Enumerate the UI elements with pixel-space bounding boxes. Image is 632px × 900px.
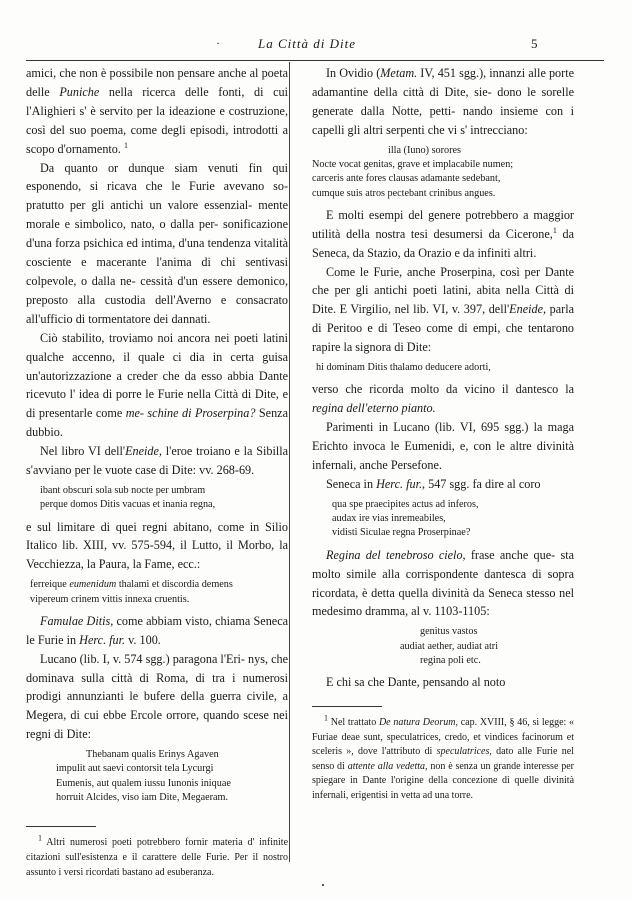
footnote-rule bbox=[26, 826, 96, 827]
paragraph: Parimenti in Lucano (lib. VI, 695 sgg.) la maga Erichto invoca le Eumenidi, e, con le altre divinità infernali, anche Persefone. bbox=[312, 420, 575, 472]
footnote-ref: 1 bbox=[123, 140, 128, 150]
header-marker: · bbox=[216, 36, 220, 50]
verse-quote: ferreique eumenidum thalami et discordia demens vipereum crinem vittis innexa cruentis. bbox=[30, 579, 233, 605]
paragraph: E molti esempi del genere potrebbero a maggior utilità della nostra tesi desumersi da Cicerone,$^1$ da Seneca, da Stazio, da Orazio e da infiniti altri. bbox=[312, 207, 575, 260]
verse-quote: ibant obscuri sola sub nocte per umbram perque domos Ditis vacuas et inania regna, bbox=[40, 484, 216, 511]
left-column bbox=[26, 64, 288, 880]
paragraph: In Ovidio (Metam. IV, 451 sgg.), innanzi alle porte adamantine della città di Dite, sie- dono le sorelle generate dalla Notte, petti- nando insieme con i capelli gli altri serpenti che vi s' intrecciano: bbox=[312, 66, 574, 137]
paragraph: verso che ricorda molto da vicino il dantesco la regina dell'eterno pianto. bbox=[312, 382, 575, 416]
paragraph: Nel libro VI dell'Eneide, l'eroe troiano e la Sibilla s'avviano per le vuote case di Dite: vv. 268-69. bbox=[26, 444, 289, 478]
running-header bbox=[0, 36, 632, 56]
paragraph: Come le Furie, anche Proserpina, così per Dante che per gli antichi poeti latini, abita nella Città di Dite. E Virgilio, nel lib. VI, v. 397, dell'Eneide, parla di Peritoo e di Teseo come di empi, che tentarono rapire la signora di Dite: bbox=[312, 264, 575, 355]
column-divider bbox=[289, 62, 290, 862]
verse-quote: illa (Iuno) sorores Nocte vocat genitas, grave et implacabile numen; carceris ante fores clausas adamante sedebant, cumque suis atros pectebant crinibus angues. bbox=[312, 144, 514, 199]
verse-quote: qua spe praecipites actus ad inferos, audax ire vias inremeabiles, vidisti Siculae regna Proserpinae? bbox=[332, 498, 479, 539]
paragraph: Regina del tenebroso cielo, frase anche que- sta molto simile alla corrispondente dantesca di sopra ricordata, è detta quella divinità da Seneca stesso nel medesimo dramma, al v. 1103-1105: bbox=[312, 547, 575, 619]
paragraph: Da quanto or dunque siam venuti fin qui esponendo, si ricava che le Furie avevano so- pratutto per gli antichi un valore essenzial- mente morale e simbolico, nato, o dalla per- sonificazione d'una forza psichica ed intima, d'una tendenza vitalità cosciente e macerante l'anima di chi sentivasi colpevole, o dalla ne- cessità d'un essere demonico, preposto alla custodia dell'Averno e consacrato all'ufficio di tormentatore dei dannati. bbox=[26, 160, 289, 326]
right-column bbox=[312, 64, 574, 804]
footnote-ref: 1 bbox=[552, 225, 557, 235]
running-title: La Città di Dite bbox=[258, 36, 356, 51]
paragraph: Ciò stabilito, troviamo noi ancora nei poeti latini qualche accenno, il quale ci dia in certa guisa un'autorizzazione a creder che da esso abbia Dante ricevuto l' idea di porre le Furie nella Città di Dite, e di presentarle come me- schine di Proserpina? Senza dubbio. bbox=[26, 330, 289, 440]
footnote: $^1$ Nel trattato De natura Deorum, cap. XVIII, § 46, si legge: « Furiae deae sunt, speculatrices, credo, et vindices facinorum et sceleris », dove l'attributo di speculatrices, dato alle Furie nel senso di attente alla vedetta, non è senza un grande interesse per spiegare in Dante l'origine della concezione di quelle divinità infernali, erigentisi in vetta ad una torre. bbox=[312, 713, 575, 802]
paper-speck bbox=[322, 884, 324, 886]
verse-quote: Thebanam qualis Erinys Agaven impulit aut saevi contorsit tela Lycurgi Eumenis, aut qualem iussu Iunonis iniquae horruit Alcides, viso iam Dite, Megaeram. bbox=[56, 749, 231, 804]
footnote: $^1$ Altri numerosi poeti potrebbero fornir materia d' infinite citazioni sull'esistenza e il carattere delle Furie. Per il nostro assunto i versi ricordati bastano ad esuberanza. bbox=[26, 834, 289, 878]
verse-quote: genitus vastos audiat aether, audiat atri regina poli etc. bbox=[400, 626, 499, 666]
header-rule bbox=[26, 60, 604, 61]
paragraph: Seneca in Herc. fur., 547 sgg. fa dire al coro bbox=[326, 476, 541, 491]
page-number: 5 bbox=[531, 36, 538, 51]
footnote-rule bbox=[312, 706, 382, 707]
paragraph: E chi sa che Dante, pensando al noto bbox=[326, 675, 506, 690]
paragraph: Famulae Ditis, come abbiam visto, chiama Seneca le Furie in Herc. fur. v. 100. bbox=[26, 613, 289, 647]
paragraph: Lucano (lib. I, v. 574 sgg.) paragona l'Eri- nys, che dominava sulla città di Roma, di tra i numerosi prodigi annunzianti le bufere della guerra civile, a Megera, di cui ebbe Ercole orrore, quando scese nei regni di Dite: bbox=[26, 651, 289, 742]
paragraph: e sul limitare di quei regni abitano, come in Silio Italico lib. XIII, vv. 575-594, il Lutto, il Morbo, la Vecchiezza, la Paura, la Fame, ecc.: bbox=[26, 519, 288, 572]
verse-quote: hi dominam Ditis thalamo deducere adorti, bbox=[316, 362, 491, 374]
paragraph: amici, che non è possibile non pensare anche al poeta delle Puniche nella ricerca delle fonti, di cui l'Alighieri s' è servito per la ideazione e costruzione, così del suo poema, come degli episodi, introdotti a scopo d'ornamento. $^1$ bbox=[26, 66, 289, 156]
